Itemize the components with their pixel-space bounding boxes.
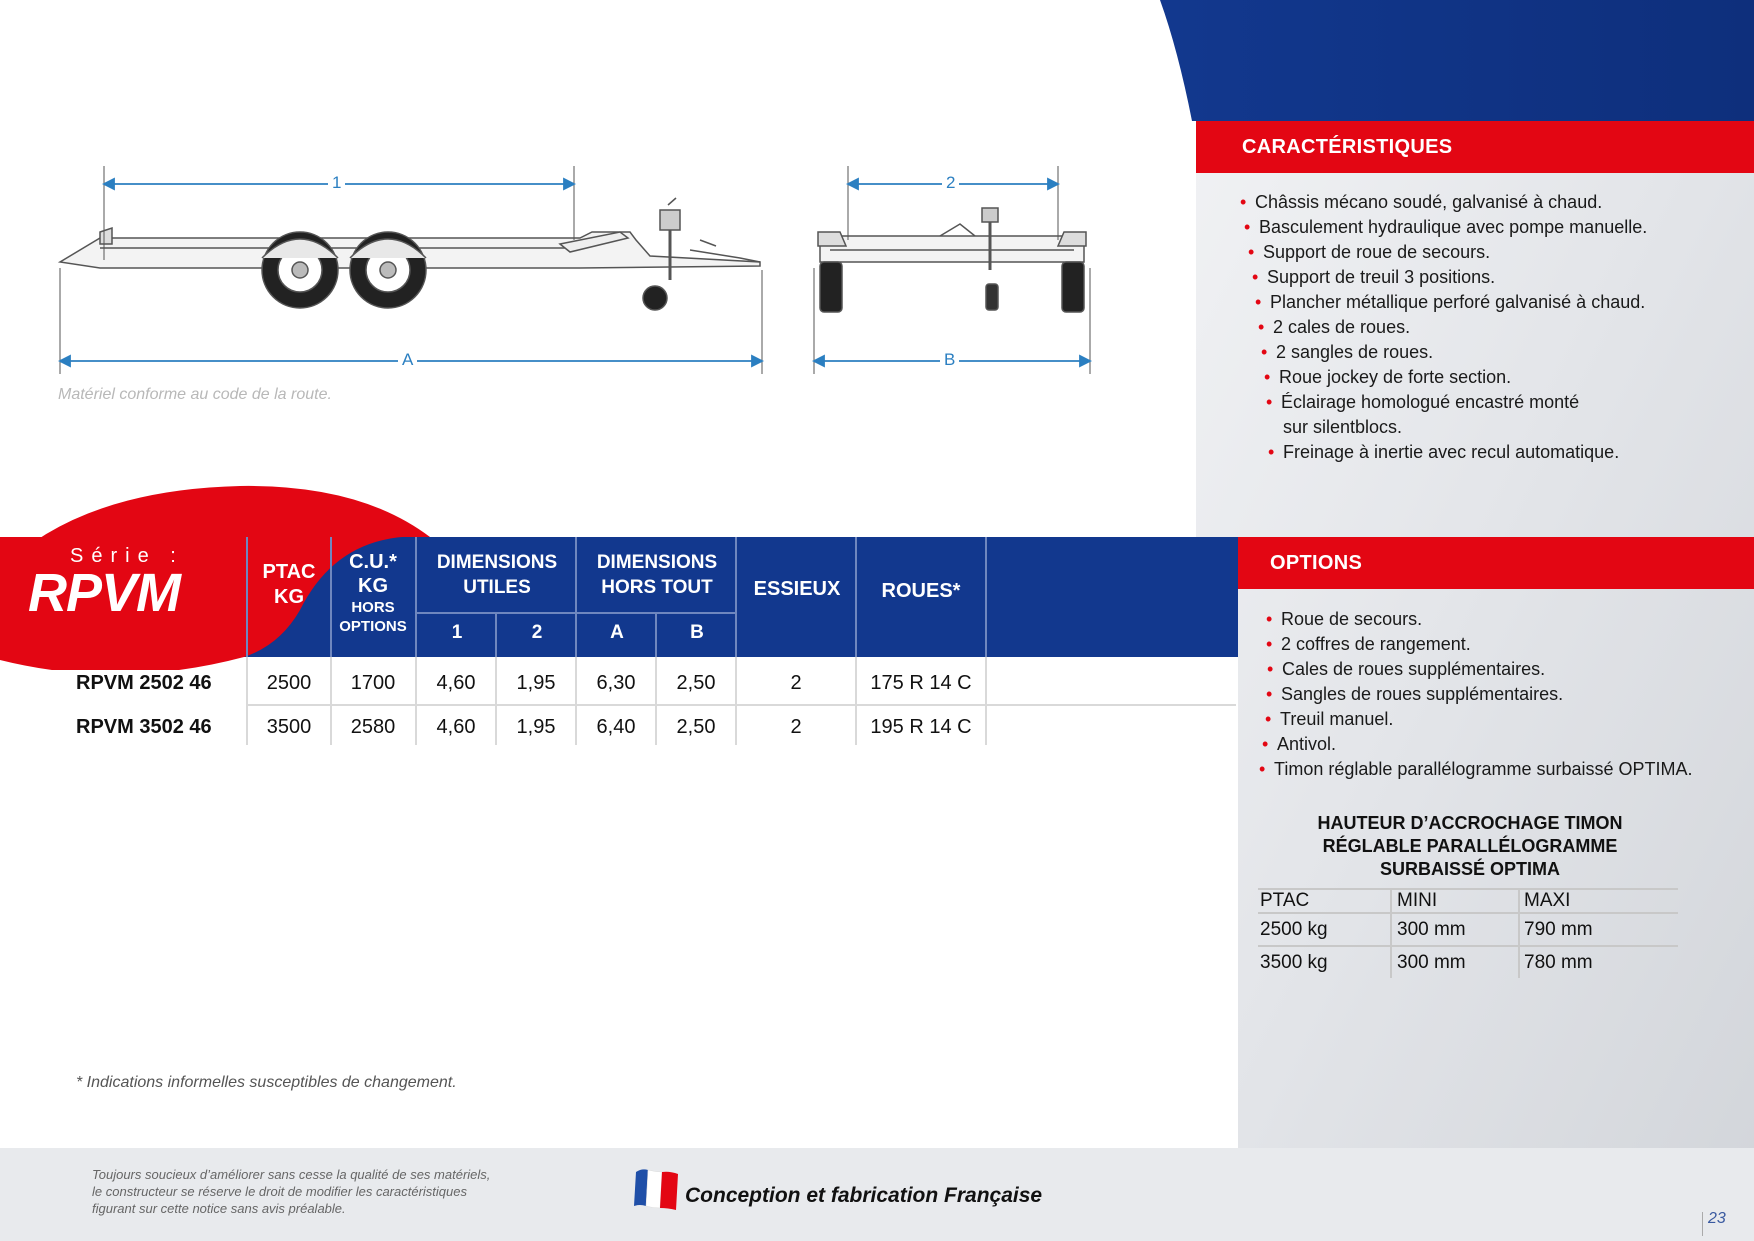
cell-dim-2: 1,95 <box>516 672 556 694</box>
cell-model: RPVM 3502 46 <box>76 716 212 738</box>
hauteur-cell: 300 mm <box>1397 919 1466 940</box>
list-item: • Support de roue de secours. <box>1248 240 1647 265</box>
hauteur-cell: 2500 kg <box>1260 919 1328 940</box>
col-header-cu-label: C.U.* <box>349 551 397 573</box>
header-divider <box>575 537 577 657</box>
hauteur-cell: 300 mm <box>1397 952 1466 973</box>
col-header-dimensions-hors-tout <box>578 550 736 600</box>
header-divider <box>655 612 657 657</box>
hauteur-title-line: SURBAISSÉ OPTIMA <box>1379 859 1561 879</box>
col-header-label: UTILES <box>463 577 531 598</box>
cell-dim-2: 1,95 <box>516 716 556 738</box>
cell-model: RPVM 2502 46 <box>76 672 212 694</box>
header-divider <box>735 537 737 657</box>
col-header-cu-note: OPTIONS <box>339 618 407 635</box>
hauteur-cell: 780 mm <box>1524 952 1593 973</box>
cell-dim-b: 2,50 <box>676 672 716 694</box>
header-divider <box>415 537 417 657</box>
col-header-label: HORS TOUT <box>601 577 713 598</box>
hauteur-header-maxi: MAXI <box>1524 890 1571 911</box>
footer-disclaimer-line: figurant sur cette notice sans avis préalable. <box>92 1201 346 1216</box>
footnote: * Indications informelles susceptibles de changement. <box>76 1074 457 1091</box>
list-item: • 2 coffres de rangement. <box>1266 632 1693 657</box>
col-header-essieux: ESSIEUX <box>753 578 841 600</box>
cell-essieux: 2 <box>790 716 802 738</box>
cell-roues: 175 R 14 C <box>870 672 972 694</box>
col-header-roues: ROUES* <box>881 580 961 602</box>
hauteur-table-title <box>1240 812 1700 881</box>
options-header: OPTIONS <box>1238 537 1754 589</box>
dimension-a-label: A <box>398 350 417 370</box>
list-item: • Cales de roues supplémentaires. <box>1267 657 1693 682</box>
french-flag-icon <box>632 1166 680 1212</box>
col-header-sub-a: A <box>610 622 624 643</box>
header-divider <box>246 537 248 657</box>
header-divider <box>330 537 332 657</box>
col-header-sub-2: 2 <box>531 622 543 643</box>
hauteur-header-ptac: PTAC <box>1260 890 1310 911</box>
hauteur-cell: 790 mm <box>1524 919 1593 940</box>
col-header-dimensions-utiles <box>418 550 576 600</box>
list-item: • Sangles de roues supplémentaires. <box>1266 682 1693 707</box>
col-header-label: DIMENSIONS <box>436 552 558 573</box>
road-compliance-note: Matériel conforme au code de la route. <box>58 386 332 403</box>
dimension-1-label: 1 <box>328 173 345 193</box>
hauteur-title-line: RÉGLABLE PARALLÉLOGRAMME <box>1322 836 1618 856</box>
cell-roues: 195 R 14 C <box>870 716 972 738</box>
series-name: RPVM <box>28 563 181 623</box>
cell-dim-1: 4,60 <box>436 716 476 738</box>
list-item: • Châssis mécano soudé, galvanisé à chaud. <box>1240 190 1647 215</box>
cell-ptac: 2500 <box>266 672 312 694</box>
footer-disclaimer-line: le constructeur se réserve le droit de modifier les caractéristiques <box>92 1184 467 1199</box>
header-divider <box>415 612 735 614</box>
list-item: • Antivol. <box>1262 732 1693 757</box>
cell-cu: 1700 <box>350 672 396 694</box>
list-item: • Éclairage homologué encastré monté <box>1266 390 1647 415</box>
list-item: • 2 cales de roues. <box>1258 315 1647 340</box>
header-divider <box>495 612 497 657</box>
hauteur-table-divider <box>1390 888 1392 978</box>
hauteur-header-mini: MINI <box>1397 890 1438 911</box>
list-item: • Plancher métallique perforé galvanisé à chaud. <box>1255 290 1647 315</box>
header-divider <box>985 537 987 657</box>
col-header-ptac <box>248 560 330 610</box>
footer-disclaimer-line: Toujours soucieux d’améliorer sans cesse la qualité de ses matériels, <box>92 1167 491 1182</box>
page-number-separator <box>1702 1212 1703 1236</box>
cell-dim-a: 6,40 <box>596 716 636 738</box>
header-divider <box>855 537 857 657</box>
list-item: • Timon réglable parallélogramme surbaissé OPTIMA. <box>1259 757 1693 782</box>
caracteristiques-header: CARACTÉRISTIQUES <box>1196 121 1754 173</box>
list-item: • 2 sangles de roues. <box>1261 340 1647 365</box>
cell-dim-1: 4,60 <box>436 672 476 694</box>
cell-ptac: 3500 <box>266 716 312 738</box>
list-item: • Basculement hydraulique avec pompe manuelle. <box>1244 215 1647 240</box>
hauteur-title-line: HAUTEUR D’ACCROCHAGE TIMON <box>1317 813 1623 833</box>
hauteur-table-divider <box>1258 912 1678 914</box>
page-number: 23 <box>1708 1210 1726 1227</box>
cell-essieux: 2 <box>790 672 802 694</box>
cell-cu: 2580 <box>350 716 396 738</box>
col-header-cu-unit: KG <box>358 575 388 597</box>
list-item: • Freinage à inertie avec recul automatique. <box>1268 440 1647 465</box>
dimension-2-label: 2 <box>942 173 959 193</box>
col-header-ptac-label: PTAC <box>262 561 316 583</box>
hauteur-table-divider <box>1258 888 1678 890</box>
col-header-label: DIMENSIONS <box>596 552 718 573</box>
cell-dim-b: 2,50 <box>676 716 716 738</box>
cell-dim-a: 6,30 <box>596 672 636 694</box>
hauteur-table-divider <box>1518 888 1520 978</box>
col-header-sub-b: B <box>690 622 704 643</box>
dimension-b-label: B <box>940 350 959 370</box>
footer-disclaimer <box>92 1166 552 1217</box>
col-header-cu <box>332 550 414 636</box>
col-header-ptac-unit: KG <box>274 586 304 608</box>
hauteur-cell: 3500 kg <box>1260 952 1328 973</box>
col-header-cu-note: HORS <box>351 599 395 616</box>
list-item: • Treuil manuel. <box>1265 707 1693 732</box>
list-item-continuation: sur silentblocs. <box>1283 417 1403 437</box>
series-label: Série : <box>70 545 184 567</box>
made-in-france-label: Conception et fabrication Française <box>685 1184 1043 1207</box>
hauteur-table-divider <box>1258 945 1678 947</box>
list-item: • Roue de secours. <box>1266 607 1693 632</box>
list-item: • Roue jockey de forte section. <box>1264 365 1647 390</box>
list-item: • Support de treuil 3 positions. <box>1252 265 1647 290</box>
col-header-sub-1: 1 <box>451 622 463 643</box>
